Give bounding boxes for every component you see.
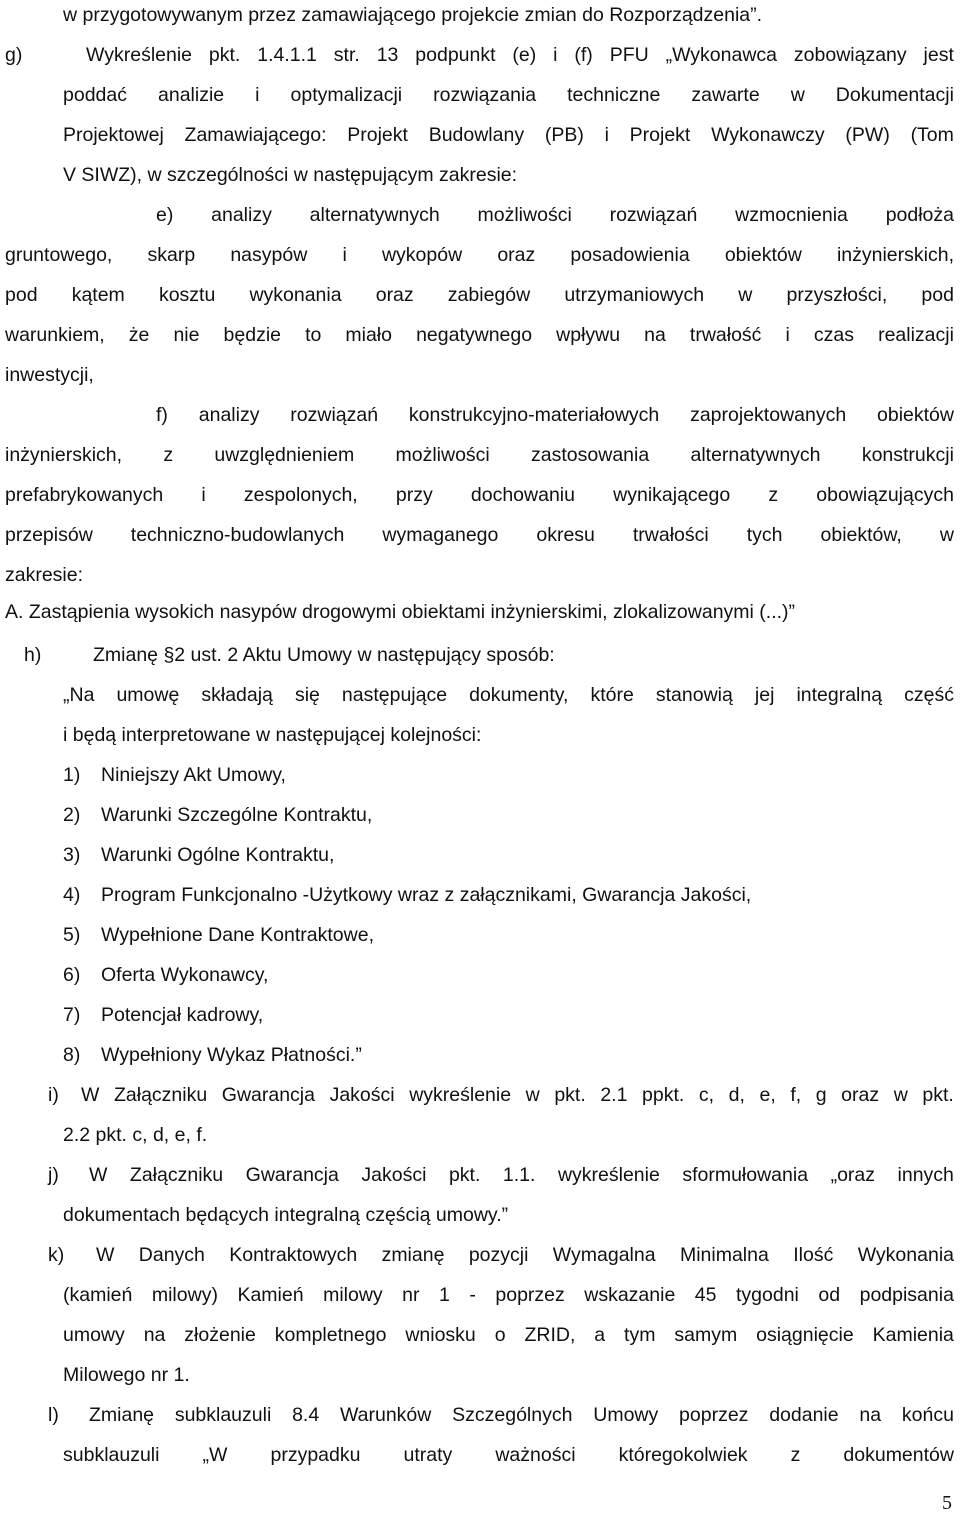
text-line-e-2 — [5, 243, 954, 267]
justified-word: (f) — [574, 44, 593, 66]
justified-word: pozycji — [468, 1244, 529, 1266]
justified-word: techniczne — [567, 84, 661, 106]
justified-word: analizy — [198, 404, 260, 426]
justified-word: alternatywnych — [690, 444, 821, 466]
justified-word: Wykreślenie — [86, 44, 193, 66]
justified-word: skarp — [147, 244, 196, 266]
list-marker-h: h) — [24, 644, 42, 666]
justified-word: i — [604, 124, 609, 146]
text-line-e-1 — [156, 203, 954, 227]
justified-word: (PW) — [845, 124, 890, 146]
justified-word: od — [818, 1284, 841, 1306]
list-marker-k: k) — [48, 1244, 65, 1266]
list-item-8: Wypełniony Wykaz Płatności.” — [101, 1044, 362, 1066]
justified-word: Gwarancja — [221, 1084, 315, 1106]
text-line-f-2 — [5, 443, 954, 467]
justified-word: Szczególnych — [452, 1404, 573, 1426]
text-line-k-3 — [63, 1323, 954, 1347]
justified-word: pkt. — [448, 1164, 481, 1186]
justified-word: przepisów — [5, 524, 93, 546]
justified-word: z — [790, 1444, 801, 1466]
list-marker-8: 8) — [63, 1044, 81, 1066]
justified-word: w — [790, 84, 805, 106]
justified-word: samym — [674, 1324, 738, 1346]
justified-word: milowy) — [151, 1284, 218, 1306]
justified-word: na — [859, 1404, 882, 1426]
justified-word: wykreślenie — [557, 1164, 660, 1186]
justified-word: i — [342, 244, 347, 266]
text-line-quote-2: i będą interpretowane w następującej kolejności: — [63, 724, 482, 746]
justified-word: techniczno-budowlanych — [130, 524, 345, 546]
justified-word: tym — [624, 1324, 656, 1346]
justified-word: wzmocnienia — [735, 204, 848, 226]
justified-word: możliwości — [477, 204, 572, 226]
justified-word: czas — [813, 324, 855, 346]
justified-word: zobowiązany — [793, 44, 907, 66]
justified-word: Minimalna — [679, 1244, 769, 1266]
justified-word: Jakości — [329, 1084, 395, 1106]
list-marker-g: g) — [5, 44, 23, 66]
justified-word: Wykonania — [857, 1244, 954, 1266]
justified-word: Wykonawczy — [711, 124, 825, 146]
text-line-h: Zmianę §2 ust. 2 Aktu Umowy w następujący sposób: — [93, 644, 555, 666]
justified-word: wykopów — [381, 244, 463, 266]
justified-word: oraz — [841, 1084, 880, 1106]
justified-word: że — [128, 324, 150, 346]
list-marker-7: 7) — [63, 1004, 81, 1026]
justified-word: 45 — [694, 1284, 717, 1306]
justified-word: (kamień — [63, 1284, 133, 1306]
text-line-k-1 — [96, 1243, 954, 1267]
justified-word: dochowaniu — [470, 484, 575, 506]
justified-word: tych — [746, 524, 783, 546]
justified-word: W — [81, 1084, 100, 1106]
list-marker-5: 5) — [63, 924, 81, 946]
text-line-a: A. Zastąpienia wysokich nasypów drogowymi obiektami inżynierskimi, zlokalizowanymi (...)” — [5, 601, 796, 623]
text-line-k-2 — [63, 1283, 954, 1307]
justified-word: jej — [754, 684, 775, 706]
justified-word: Zamawiającego: — [184, 124, 327, 146]
justified-word: Projektowej — [63, 124, 164, 146]
justified-word: nasypów — [230, 244, 308, 266]
justified-word: zaprojektowanych — [690, 404, 847, 426]
justified-word: możliwości — [395, 444, 490, 466]
justified-word: „Wykonawca — [665, 44, 778, 66]
list-item-1: Niniejszy Akt Umowy, — [101, 764, 286, 786]
justified-word: pkt. — [554, 1084, 586, 1106]
justified-word: innych — [897, 1164, 954, 1186]
justified-word: przypadku — [270, 1444, 361, 1466]
justified-word: zmianę — [381, 1244, 445, 1266]
justified-word: konstrukcyjno-materiałowych — [408, 404, 660, 426]
justified-word: a — [594, 1324, 606, 1346]
justified-word: stanowią — [655, 684, 733, 706]
justified-word: Projekt — [629, 124, 691, 146]
justified-word: wymaganego — [382, 524, 499, 546]
justified-word: 13 — [376, 44, 399, 66]
justified-word: milowy — [323, 1284, 383, 1306]
list-marker-j: j) — [48, 1164, 59, 1186]
justified-word: uwzględnieniem — [214, 444, 355, 466]
justified-word: umowę — [116, 684, 180, 706]
justified-word: oraz — [375, 284, 414, 306]
justified-word: 1 — [439, 1284, 450, 1306]
justified-word: gruntowego, — [5, 244, 113, 266]
justified-word: 8.4 — [292, 1404, 320, 1426]
justified-word: str. — [333, 44, 360, 66]
justified-word: 1.4.1.1 — [257, 44, 317, 66]
justified-word: integralną — [796, 684, 883, 706]
justified-word: (Tom — [910, 124, 954, 146]
text-line-k-4: Milowego nr 1. — [63, 1364, 190, 1386]
justified-word: utraty — [403, 1444, 453, 1466]
justified-word: rozwiązania — [433, 84, 537, 106]
justified-word: umowy — [63, 1324, 125, 1346]
text-line-j-2: dokumentach będących integralną częścią umowy.” — [63, 1204, 509, 1226]
text-line-g-4: V SIWZ), w szczególności w następującym zakresie: — [63, 164, 518, 186]
text-line-intro: w przygotowywanym przez zamawiającego projekcie zmian do Rozporządzenia”. — [63, 4, 763, 26]
list-marker-3: 3) — [63, 844, 81, 866]
justified-word: następujące — [341, 684, 448, 706]
justified-word: Zmianę — [89, 1404, 155, 1426]
text-line-f-1 — [156, 403, 954, 427]
justified-word: W — [89, 1164, 108, 1186]
justified-word: podłoża — [885, 204, 954, 226]
justified-word: e) — [156, 204, 174, 226]
justified-word: w — [939, 524, 954, 546]
justified-word: posadowienia — [570, 244, 690, 266]
justified-word: (e) — [512, 44, 537, 66]
justified-word: miało — [345, 324, 392, 346]
justified-word: 2.1 — [600, 1084, 628, 1106]
justified-word: przy — [395, 484, 433, 506]
text-line-f-3 — [5, 483, 954, 507]
justified-word: obiektów — [724, 244, 802, 266]
justified-word: alternatywnych — [309, 204, 440, 226]
justified-word: negatywnego — [416, 324, 533, 346]
justified-word: Załączniku — [113, 1084, 208, 1106]
justified-word: prefabrykowanych — [5, 484, 164, 506]
justified-word: wskazanie — [584, 1284, 676, 1306]
justified-word: analizie — [158, 84, 225, 106]
list-item-5: Wypełnione Dane Kontraktowe, — [101, 924, 374, 946]
justified-word: poprzez — [679, 1404, 749, 1426]
justified-word: w — [893, 1084, 908, 1106]
justified-word: - — [469, 1284, 476, 1306]
justified-word: któregokolwiek — [618, 1444, 748, 1466]
justified-word: jest — [923, 44, 954, 66]
justified-word: trwałość — [689, 324, 762, 346]
justified-word: utrzymaniowych — [564, 284, 705, 306]
justified-word: ppkt. — [642, 1084, 685, 1106]
text-line-g-2 — [63, 83, 954, 107]
justified-word: Jakości — [361, 1164, 427, 1186]
justified-word: pkt. — [922, 1084, 954, 1106]
justified-word: okresu — [536, 524, 595, 546]
justified-word: c, — [698, 1084, 715, 1106]
justified-word: obowiązujących — [816, 484, 954, 506]
justified-word: w — [525, 1084, 540, 1106]
list-item-4: Program Funkcjonalno -Użytkowy wraz z załącznikami, Gwarancja Jakości, — [101, 884, 752, 906]
justified-word: wykreślenie — [409, 1084, 512, 1106]
justified-word: pkt. — [208, 44, 241, 66]
justified-word: ważności — [495, 1444, 576, 1466]
justified-word: i — [201, 484, 206, 506]
justified-word: i — [255, 84, 260, 106]
justified-word: ZRID, — [524, 1324, 576, 1346]
text-line-f-5: zakresie: — [5, 564, 84, 586]
text-line-i-2: 2.2 pkt. c, d, e, f. — [63, 1124, 208, 1146]
justified-word: nr — [402, 1284, 420, 1306]
text-line-i-1 — [81, 1083, 954, 1107]
justified-word: Budowlany — [428, 124, 525, 146]
justified-word: Gwarancja — [245, 1164, 339, 1186]
justified-word: inżynierskich, — [836, 244, 954, 266]
justified-word: przyszłości, — [786, 284, 888, 306]
justified-word: subklauzuli — [174, 1404, 272, 1426]
justified-word: 1.1. — [502, 1164, 536, 1186]
text-line-g-3 — [63, 123, 954, 147]
justified-word: sformułowania — [682, 1164, 809, 1186]
justified-word: g — [815, 1084, 827, 1106]
justified-word: (PB) — [544, 124, 584, 146]
text-line-e-4 — [5, 323, 954, 347]
page-number: 5 — [942, 1492, 952, 1514]
list-item-6: Oferta Wykonawcy, — [101, 964, 269, 986]
text-line-g-1 — [86, 43, 954, 67]
justified-word: osiągnięcie — [756, 1324, 854, 1346]
list-marker-i: i) — [48, 1084, 59, 1106]
justified-word: rozwiązań — [609, 204, 698, 226]
justified-word: analizy — [211, 204, 272, 226]
justified-word: zawarte — [691, 84, 760, 106]
text-line-quote-1 — [63, 683, 954, 707]
justified-word: kompletnego — [274, 1324, 387, 1346]
justified-word: inżynierskich, — [5, 444, 123, 466]
justified-word: „oraz — [830, 1164, 876, 1186]
justified-word: obiektów — [877, 404, 954, 426]
justified-word: Warunków — [339, 1404, 432, 1426]
justified-word: zastosowania — [531, 444, 650, 466]
justified-word: oraz — [497, 244, 536, 266]
list-item-3: Warunki Ogólne Kontraktu, — [101, 844, 335, 866]
justified-word: „Na — [63, 684, 95, 706]
justified-word: podpisania — [859, 1284, 954, 1306]
justified-word: pod — [921, 284, 954, 306]
justified-word: obiektów, — [820, 524, 902, 546]
justified-word: PFU — [609, 44, 649, 66]
justified-word: na — [644, 324, 666, 346]
justified-word: poprzez — [495, 1284, 565, 1306]
justified-word: podpunkt — [415, 44, 496, 66]
justified-word: które — [590, 684, 634, 706]
justified-word: składają — [201, 684, 273, 706]
justified-word: z — [768, 484, 779, 506]
justified-word: i — [553, 44, 558, 66]
justified-word: pod — [5, 284, 38, 306]
justified-word: W — [96, 1244, 115, 1266]
justified-word: Kontraktowych — [229, 1244, 358, 1266]
justified-word: rozwiązań — [290, 404, 379, 426]
justified-word: o — [494, 1324, 506, 1346]
justified-word: tygodni — [736, 1284, 799, 1306]
text-line-e-5: inwestycji, — [5, 364, 94, 386]
text-line-e-3 — [5, 283, 954, 307]
justified-word: zespolonych, — [243, 484, 358, 506]
justified-word: zabiegów — [447, 284, 531, 306]
list-item-7: Potencjał kadrowy, — [101, 1004, 264, 1026]
justified-word: Kamienia — [872, 1324, 954, 1346]
justified-word: Wymagalna — [552, 1244, 656, 1266]
justified-word: Umowy — [593, 1404, 659, 1426]
justified-word: dodanie — [769, 1404, 839, 1426]
justified-word: w — [738, 284, 753, 306]
justified-word: się — [294, 684, 320, 706]
justified-word: wynikającego — [613, 484, 731, 506]
justified-word: subklauzuli — [63, 1444, 160, 1466]
text-line-j-1 — [89, 1163, 954, 1187]
justified-word: będzie — [223, 324, 281, 346]
justified-word: f) — [156, 404, 168, 426]
justified-word: realizacji — [878, 324, 954, 346]
text-line-l-2 — [63, 1443, 954, 1467]
justified-word: i — [785, 324, 790, 346]
justified-word: kosztu — [158, 284, 216, 306]
justified-word: poddać — [63, 84, 127, 106]
text-line-l-1 — [89, 1403, 954, 1427]
justified-word: dokumentów — [843, 1444, 954, 1466]
justified-word: optymalizacji — [290, 84, 403, 106]
justified-word: wniosku — [405, 1324, 476, 1346]
justified-word: wpływu — [556, 324, 621, 346]
text-line-f-4 — [5, 523, 954, 547]
list-marker-4: 4) — [63, 884, 81, 906]
justified-word: dokumenty, — [469, 684, 569, 706]
justified-word: nie — [173, 324, 200, 346]
justified-word: końcu — [901, 1404, 954, 1426]
justified-word: kątem — [71, 284, 125, 306]
justified-word: Danych — [138, 1244, 205, 1266]
justified-word: złożenie — [184, 1324, 256, 1346]
list-marker-l: l) — [48, 1404, 59, 1426]
justified-word: wykonania — [249, 284, 342, 306]
justified-word: trwałości — [632, 524, 709, 546]
justified-word: „W — [202, 1444, 228, 1466]
justified-word: Dokumentacji — [835, 84, 954, 106]
list-marker-6: 6) — [63, 964, 81, 986]
justified-word: na — [143, 1324, 166, 1346]
justified-word: d, — [728, 1084, 745, 1106]
justified-word: część — [904, 684, 954, 706]
justified-word: z — [163, 444, 174, 466]
justified-word: f, — [790, 1084, 802, 1106]
justified-word: konstrukcji — [861, 444, 954, 466]
justified-word: warunkiem, — [5, 324, 105, 346]
list-marker-2: 2) — [63, 804, 81, 826]
justified-word: Załączniku — [129, 1164, 224, 1186]
list-item-2: Warunki Szczególne Kontraktu, — [101, 804, 373, 826]
justified-word: Kamień — [237, 1284, 304, 1306]
justified-word: Ilość — [793, 1244, 834, 1266]
list-marker-1: 1) — [63, 764, 81, 786]
justified-word: Projekt — [347, 124, 408, 146]
justified-word: e, — [759, 1084, 776, 1106]
justified-word: to — [305, 324, 322, 346]
